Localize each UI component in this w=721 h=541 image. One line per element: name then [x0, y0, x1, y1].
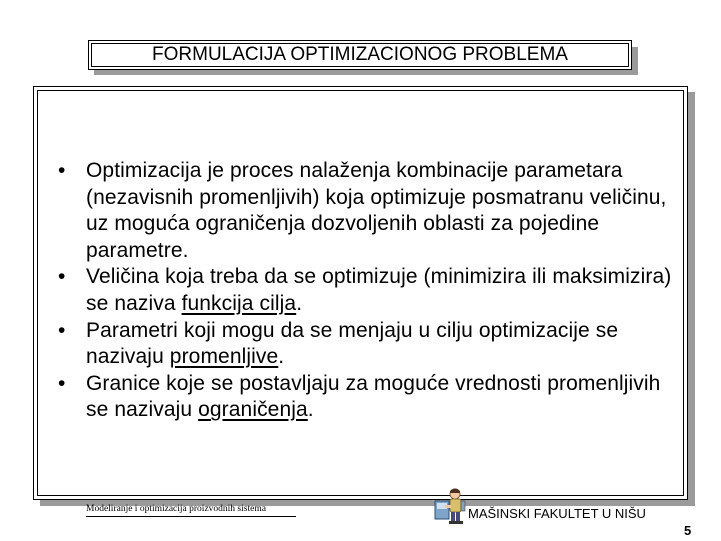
bullet-text: .	[307, 398, 314, 422]
bullet-text: .	[296, 291, 303, 315]
page-number: 5	[684, 523, 692, 538]
engineer-figure-icon	[433, 487, 467, 525]
bullet-item	[58, 318, 678, 371]
bullet-text: Parametri koji mogu da se menjaju u cilju optimizacije se nazivaju	[86, 318, 619, 369]
bullet-marker: •	[58, 371, 66, 395]
bullet-marker: •	[58, 265, 66, 289]
bullet-item	[58, 158, 678, 264]
bullet-item	[58, 264, 678, 317]
underlined-term: ograničenja	[198, 398, 308, 422]
bullet-text: Granice koje se postavljaju za moguće vrednosti promenljivih se nazivaju	[86, 371, 661, 422]
underlined-term: funkcija cilja	[181, 291, 297, 315]
slide-title: FORMULACIJA OPTIMIZACIONOG PROBLEMA	[152, 44, 568, 65]
title-box	[88, 40, 632, 70]
bullet-list	[58, 158, 678, 424]
footer-underline	[86, 516, 296, 517]
underlined-term: promenljive	[169, 345, 279, 369]
footer-faculty-name: MAŠINSKI FAKULTET U NIŠU	[468, 506, 646, 521]
bullet-item	[58, 371, 678, 424]
bullet-text: Optimizacija je proces nalaženja kombinacije parametara (nezavisnih promenljivih) koja optimizuje posmatranu veličinu, uz moguća ograničenja dozvoljenih oblasti za pojedine parametre.	[86, 159, 667, 262]
bullet-marker: •	[58, 318, 66, 342]
bullet-marker: •	[58, 159, 66, 182]
bullet-text: .	[278, 345, 285, 369]
footer-course-name: Modeliranje i optimizacija proizvodnih sistema	[86, 504, 266, 514]
bullet-text: Veličina koja treba da se optimizuje (minimizira ili maksimizira) se naziva	[86, 265, 672, 315]
